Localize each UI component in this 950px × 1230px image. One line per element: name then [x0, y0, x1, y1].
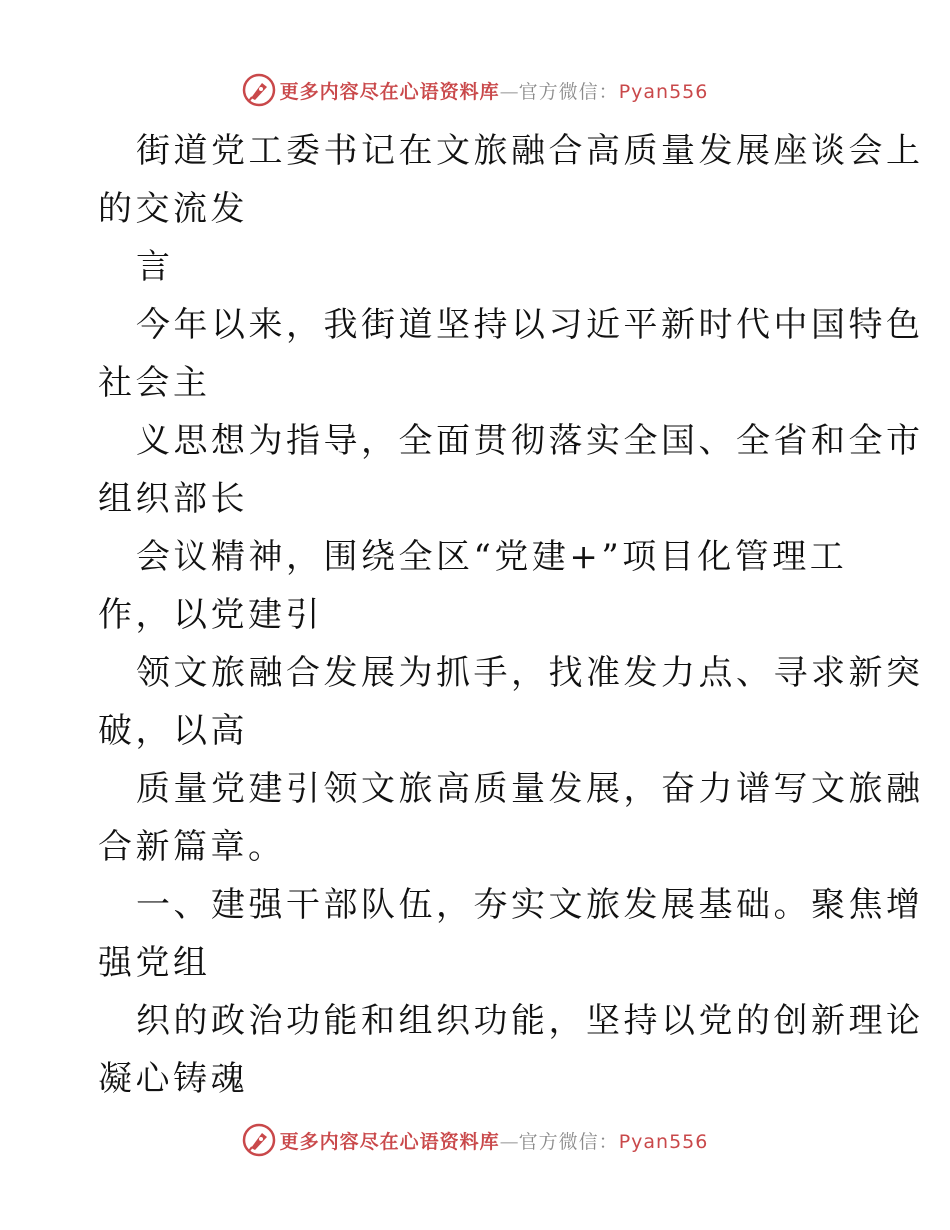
header-banner-main: 更多内容尽在心语资料库	[279, 80, 500, 103]
document-text-line: 街道党工委书记在文旅融合高质量发展座谈会上	[136, 131, 924, 171]
pen-nib-logo-icon	[242, 73, 276, 107]
header-banner-text	[280, 77, 709, 104]
document-text-line: 的交流发	[98, 189, 248, 229]
footer-banner-official: 官方微信：	[518, 1130, 619, 1153]
document-text-line: 会议精神，围绕全区“党建+”项目化管理工	[136, 537, 848, 577]
document-text-line: 今年以来，我街道坚持以习近平新时代中国特色	[136, 305, 924, 345]
header-banner-wechat: Pyan556	[618, 80, 709, 103]
document-text-line: 强党组	[98, 943, 211, 983]
footer-banner-dash: —	[499, 1130, 519, 1153]
footer-banner-wechat: Pyan556	[618, 1130, 709, 1153]
document-text-line: 破，以高	[98, 711, 248, 751]
document-text-line: 织的政治功能和组织功能，坚持以党的创新理论	[136, 1001, 924, 1041]
pen-nib-logo-icon	[242, 1123, 276, 1157]
document-text-line: 组织部长	[98, 479, 248, 519]
header-banner-official: 官方微信：	[518, 80, 619, 103]
document-text-line: 领文旅融合发展为抓手，找准发力点、寻求新突	[136, 653, 924, 693]
document-text-line: 言	[136, 247, 174, 287]
document-text-line: 凝心铸魂	[98, 1059, 248, 1099]
document-text-line: 作，以党建引	[98, 595, 323, 635]
footer-banner-text	[280, 1127, 709, 1154]
document-body	[98, 122, 924, 1108]
header-watermark-banner	[0, 68, 950, 112]
document-text-line: 社会主	[98, 363, 211, 403]
footer-watermark-banner	[0, 1118, 950, 1162]
document-text-line: 合新篇章。	[98, 827, 286, 867]
document-text-line: 质量党建引领文旅高质量发展，奋力谱写文旅融	[136, 769, 924, 809]
document-text-line: 义思想为指导，全面贯彻落实全国、全省和全市	[136, 421, 924, 461]
header-banner-dash: —	[499, 80, 519, 103]
document-text-line: 一、建强干部队伍，夯实文旅发展基础。聚焦增	[136, 885, 924, 925]
footer-banner-main: 更多内容尽在心语资料库	[279, 1130, 500, 1153]
